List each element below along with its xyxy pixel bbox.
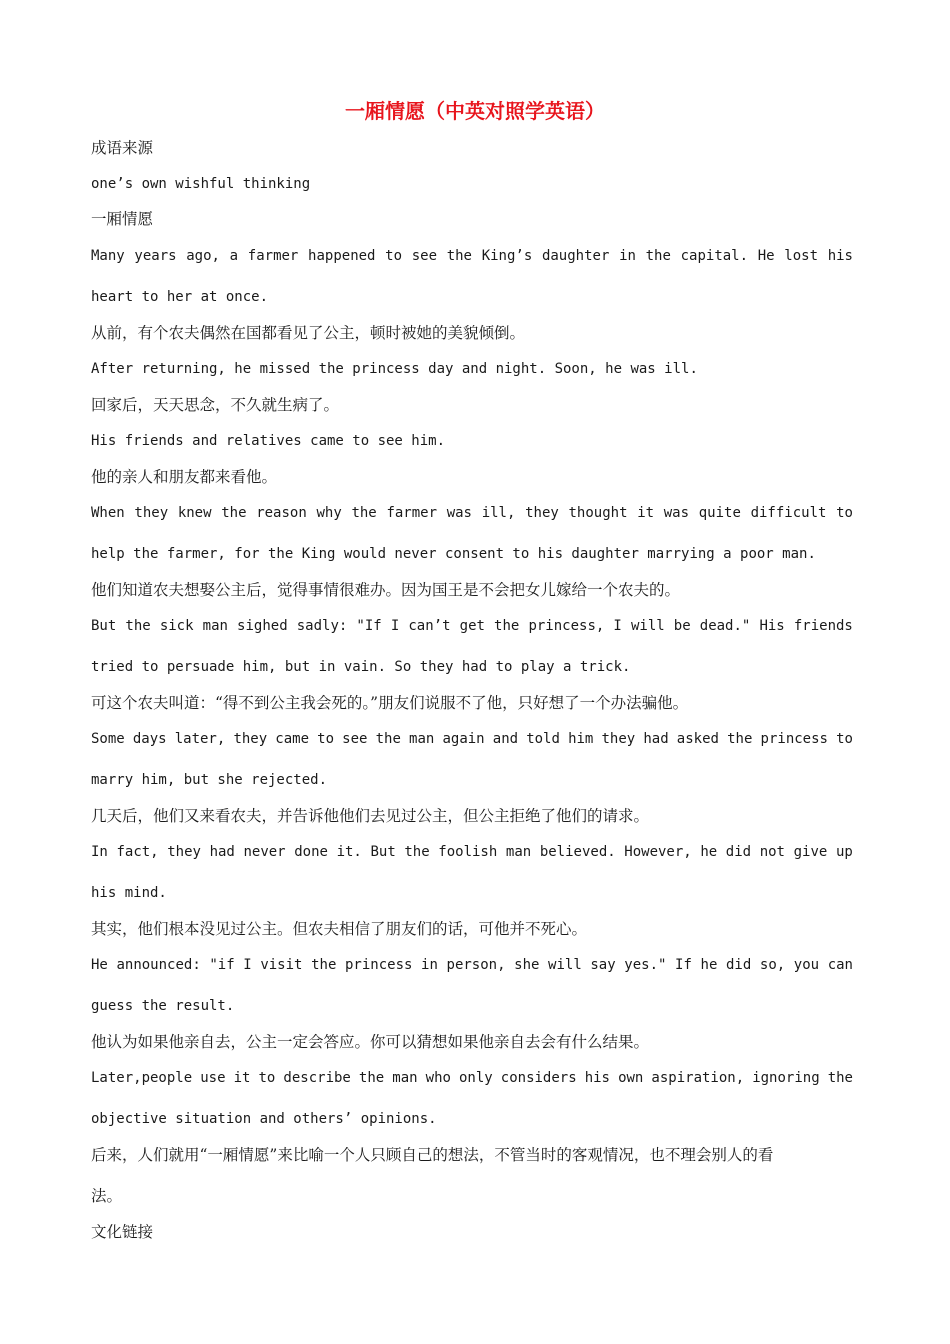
english-paragraph-9-line-2: objective situation and others’ opinions. <box>91 1111 437 1127</box>
word: give <box>793 844 828 860</box>
word: But <box>370 844 396 860</box>
word: lost <box>784 248 818 264</box>
english-paragraph-6-line-1 <box>91 728 853 750</box>
word: However, <box>624 844 692 860</box>
word: the <box>404 844 430 860</box>
word: Many <box>91 248 125 264</box>
word: done <box>294 844 328 860</box>
word: not <box>759 844 785 860</box>
chinese-paragraph-9-line-2: 法。 <box>91 1187 123 1205</box>
word: the <box>351 505 377 521</box>
word: If <box>675 957 692 973</box>
word: announced: <box>116 957 201 973</box>
word: his <box>584 1070 610 1086</box>
word: was <box>663 505 690 521</box>
word: princess <box>345 957 413 973</box>
word: why <box>316 505 342 521</box>
word: visit <box>260 957 303 973</box>
word: say <box>590 957 616 973</box>
word: fact, <box>116 844 159 860</box>
word: be <box>673 618 691 634</box>
word: quite <box>698 505 741 521</box>
word: difficult <box>750 505 827 521</box>
section-heading-culture-link: 文化链接 <box>91 1223 154 1241</box>
word: happened <box>308 248 376 264</box>
word: she <box>514 957 540 973</box>
word: sighed <box>237 618 288 634</box>
word: King’s <box>481 248 533 264</box>
chinese-paragraph-1: 从前，有个农夫偶然在国都看见了公主，顿时被她的美貌倾倒。 <box>91 324 526 342</box>
word: Some <box>91 731 125 747</box>
chinese-paragraph-8: 他认为如果他亲自去，公主一定会答应。你可以猜想如果他亲自去会有什么结果。 <box>91 1033 650 1051</box>
word: his <box>827 248 853 264</box>
word: it <box>233 1070 251 1086</box>
english-paragraph-2: After returning, he missed the princess day and night. Soon, he was ill. <box>91 361 698 377</box>
word: up <box>835 844 853 860</box>
word: him <box>568 731 594 747</box>
word: to <box>836 505 853 521</box>
word: "if <box>209 957 235 973</box>
word: it <box>637 505 655 521</box>
word: aspiration, <box>651 1070 745 1086</box>
word: ignoring <box>752 1070 820 1086</box>
word: came <box>275 731 310 747</box>
word: again <box>442 731 485 747</box>
english-paragraph-1-line-2: heart to her at once. <box>91 289 269 305</box>
word: had <box>643 731 669 747</box>
word: friends <box>793 618 853 634</box>
word: see <box>411 248 438 264</box>
word: will <box>630 618 665 634</box>
english-paragraph-7-line-2: his mind. <box>91 885 167 901</box>
word: believed. <box>539 844 616 860</box>
word: daughter <box>541 248 610 264</box>
word: He <box>757 248 775 264</box>
english-paragraph-8-line-1 <box>91 954 853 976</box>
word: man <box>505 844 532 860</box>
word: get <box>459 618 485 634</box>
word: the <box>446 248 472 264</box>
word: to <box>385 248 403 264</box>
word: thought <box>568 505 628 521</box>
chinese-paragraph-6: 几天后，他们又来看农夫，并告诉他他们去见过公主，但公主拒绝了他们的请求。 <box>91 807 650 825</box>
word: farmer <box>386 505 438 521</box>
word: did <box>725 844 752 860</box>
word: own <box>618 1070 644 1086</box>
word: they <box>525 505 559 521</box>
chinese-paragraph-2: 回家后，天天思念，不久就生病了。 <box>91 396 340 414</box>
word: the <box>827 1070 853 1086</box>
word: see <box>342 731 368 747</box>
english-paragraph-4-line-1 <box>91 502 853 524</box>
word: princess <box>760 731 828 747</box>
word: He <box>91 957 108 973</box>
word: use <box>200 1070 226 1086</box>
word: it. <box>336 844 362 860</box>
word: His <box>759 618 785 634</box>
word: foolish <box>438 844 498 860</box>
chinese-paragraph-5: 可这个农夫叫道：“得不到公主我会死的。”朋友们说服不了他，只好想了一个办法骗他。 <box>91 694 689 712</box>
word: they <box>233 731 268 747</box>
word: in <box>619 248 636 264</box>
section-heading-idiom-source: 成语来源 <box>91 139 154 157</box>
word: man <box>392 1070 418 1086</box>
english-paragraph-5-line-1 <box>91 615 853 637</box>
word: When <box>91 505 125 521</box>
english-paragraph-6-line-2: marry him, but she rejected. <box>91 772 328 788</box>
word: the <box>311 957 337 973</box>
word: told <box>526 731 560 747</box>
english-paragraph-4-line-2: help the farmer, for the King would never consent to his daughter marrying a poor man. <box>91 546 816 562</box>
chinese-paragraph-3: 他的亲人和朋友都来看他。 <box>91 468 278 486</box>
word: so, <box>759 957 786 973</box>
word: I <box>390 618 400 634</box>
word: dead." <box>699 618 751 634</box>
word: ill, <box>481 505 516 521</box>
word: the <box>494 618 520 634</box>
word: I <box>613 618 622 634</box>
english-paragraph-3: His friends and relatives came to see him. <box>91 433 446 449</box>
chinese-idiom: 一厢情愿 <box>91 210 154 228</box>
english-paragraph-8-line-2: guess the result. <box>91 998 235 1014</box>
word: had <box>209 844 235 860</box>
word: only <box>459 1070 493 1086</box>
word: days <box>132 731 167 747</box>
word: did <box>725 957 752 973</box>
english-paragraph-7-line-1 <box>91 841 853 863</box>
word: and <box>492 731 519 747</box>
word: the <box>375 731 401 747</box>
word: to <box>258 1070 276 1086</box>
word: sadly: <box>296 618 348 634</box>
word: ago, <box>186 248 220 264</box>
word: the <box>221 505 247 521</box>
word: you <box>793 957 820 973</box>
word: "If <box>356 618 382 634</box>
chinese-paragraph-7: 其实，他们根本没见过公主。但农夫相信了朋友们的话，可他并不死心。 <box>91 920 588 938</box>
word: can <box>827 957 853 973</box>
english-idiom: one’s own wishful thinking <box>91 176 311 192</box>
word: the <box>645 248 671 264</box>
word: Later,people <box>91 1070 193 1086</box>
word: yes." <box>624 957 667 973</box>
word: the <box>727 731 753 747</box>
word: asked <box>676 731 719 747</box>
word: to <box>836 731 853 747</box>
word: they <box>134 505 169 521</box>
word: years <box>134 248 177 264</box>
word: in <box>421 957 438 973</box>
word: was <box>446 505 472 521</box>
chinese-paragraph-9-line-1: 后来，人们就用“一厢情愿”来比喻一个人只顾自己的想法，不管当时的客观情况，也不理会别人的看 <box>91 1146 774 1164</box>
word: he <box>700 844 718 860</box>
word: farmer <box>247 248 299 264</box>
word: later, <box>174 731 226 747</box>
chinese-paragraph-4: 他们知道农夫想娶公主后，觉得事情很难办。因为国王是不会把女儿嫁给一个农夫的。 <box>91 581 681 599</box>
word: they <box>167 844 201 860</box>
word: who <box>425 1070 451 1086</box>
word: describe <box>283 1070 351 1086</box>
word: princess, <box>528 618 605 634</box>
word: never <box>243 844 286 860</box>
word: he <box>700 957 718 973</box>
word: will <box>548 957 582 973</box>
word: knew <box>177 505 212 521</box>
word: to <box>317 731 335 747</box>
english-paragraph-9-line-1 <box>91 1067 853 1089</box>
word: sick <box>159 618 194 634</box>
word: I <box>243 957 252 973</box>
word: man <box>409 731 435 747</box>
document-title: 一厢情愿（中英对照学英语） <box>345 99 605 123</box>
word: the <box>358 1070 385 1086</box>
word: reason <box>256 505 307 521</box>
word: the <box>125 618 151 634</box>
word: considers <box>500 1070 577 1086</box>
word: But <box>91 618 117 634</box>
word: can’t <box>408 618 451 634</box>
english-paragraph-1-line-1 <box>91 245 853 267</box>
word: man <box>202 618 228 634</box>
english-paragraph-5-line-2: tried to persuade him, but in vain. So they had to play a trick. <box>91 659 631 675</box>
word: In <box>91 844 108 860</box>
word: person, <box>446 957 506 973</box>
word: capital. <box>680 248 749 264</box>
word: a <box>229 248 239 264</box>
word: they <box>601 731 636 747</box>
